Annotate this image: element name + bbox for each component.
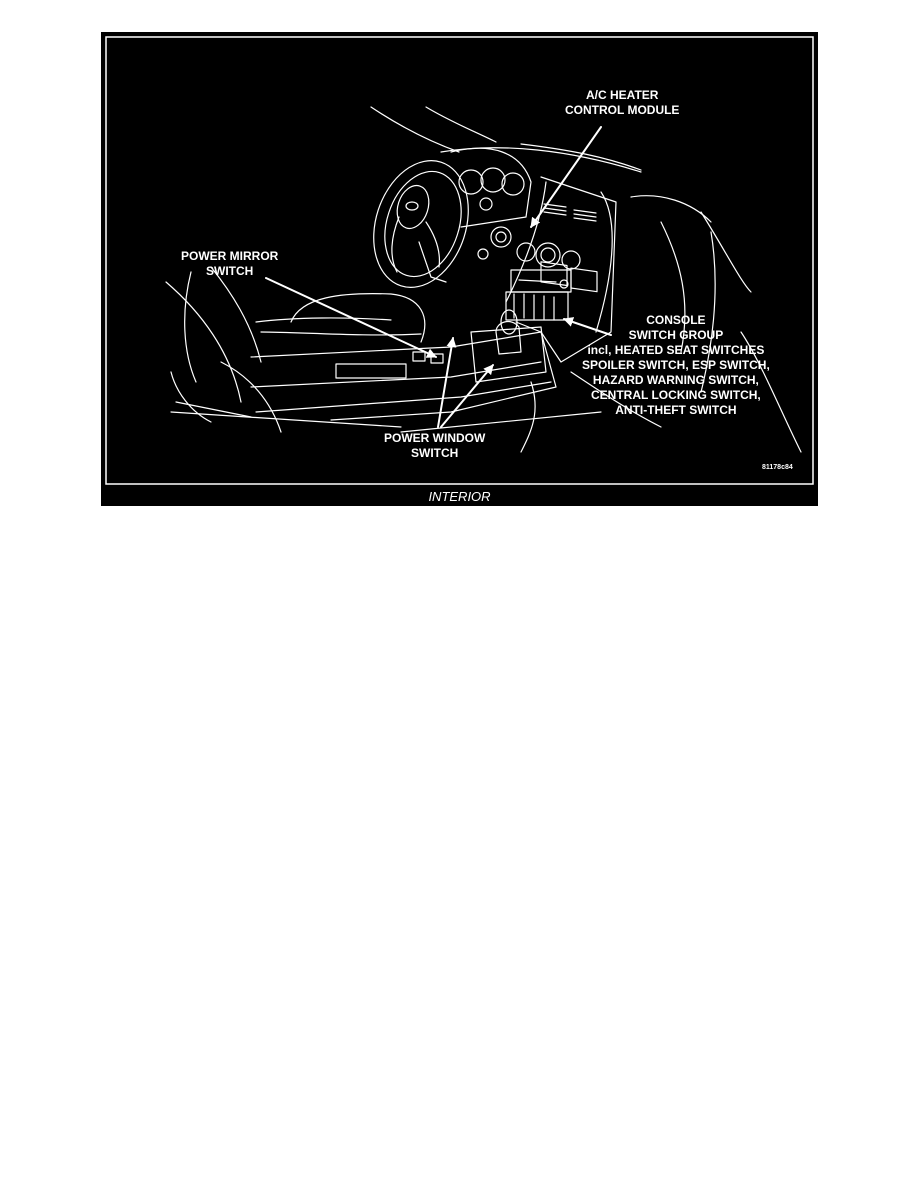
- power-window-callout: [384, 431, 485, 461]
- steering-spoke-1: [392, 217, 399, 272]
- callout-line: SWITCH GROUP: [628, 328, 724, 342]
- center-stack-left: [506, 182, 546, 302]
- floor-line-2: [401, 412, 601, 432]
- hvac-knob-center-inner: [541, 248, 555, 262]
- cluster-hood: [451, 148, 531, 227]
- console-side: [251, 362, 541, 387]
- callout-line: HAZARD WARNING SWITCH,: [592, 373, 759, 387]
- right-dash: [631, 196, 711, 222]
- console-trim: [261, 332, 421, 335]
- mirror-switch-2: [413, 352, 425, 361]
- callout-line: ANTI-THEFT SWITCH: [615, 403, 737, 417]
- console-front: [331, 332, 556, 420]
- power-window-leader-1: [438, 338, 453, 427]
- steering-logo: [406, 202, 418, 210]
- seat-bolster: [221, 362, 281, 432]
- driver-seat-3: [166, 282, 241, 402]
- callout-line: SPOILER SWITCH, ESP SWITCH,: [582, 358, 770, 372]
- console-switch-group-callout: [582, 313, 770, 418]
- ac-heater-callout: [565, 88, 679, 118]
- callout-line: CENTRAL LOCKING SWITCH,: [591, 388, 761, 402]
- callout-line: CONSOLE: [646, 313, 706, 327]
- center-stack-right: [596, 192, 612, 332]
- callout-line: POWER MIRROR: [181, 249, 279, 263]
- left-door-1: [185, 272, 196, 382]
- right-door-2: [701, 212, 751, 292]
- figure-reference-code: 81178c84: [762, 464, 793, 471]
- hvac-knob-right: [562, 251, 580, 269]
- gauge-5: [491, 227, 511, 247]
- figure-caption: INTERIOR: [428, 489, 491, 504]
- console-trim-2: [256, 318, 391, 322]
- steering-spoke-2: [426, 222, 439, 267]
- callout-line: SWITCH: [411, 446, 459, 460]
- a-pillar-line-2: [426, 107, 496, 142]
- gauge-3: [502, 173, 524, 195]
- small-knob: [478, 249, 488, 259]
- console-lower: [256, 382, 551, 412]
- gauge-5-inner: [496, 232, 506, 242]
- vent-right: [571, 268, 597, 292]
- power-mirror-leader: [266, 278, 436, 357]
- callout-line: POWER WINDOW: [384, 431, 486, 445]
- gauge-2: [481, 168, 505, 192]
- gauge-4: [480, 198, 492, 210]
- callout-line: CONTROL MODULE: [565, 103, 680, 117]
- shifter-surround: [471, 327, 546, 382]
- callout-line: SWITCH: [206, 264, 254, 278]
- armrest-panel: [336, 364, 406, 378]
- power-mirror-callout: [181, 249, 278, 279]
- a-pillar-line: [371, 107, 459, 152]
- interior-figure: [101, 32, 818, 506]
- callout-line: A/C HEATER: [586, 88, 659, 102]
- driver-seat-2: [211, 267, 261, 362]
- callout-line: incl, HEATED SEAT SWITCHES: [587, 343, 765, 357]
